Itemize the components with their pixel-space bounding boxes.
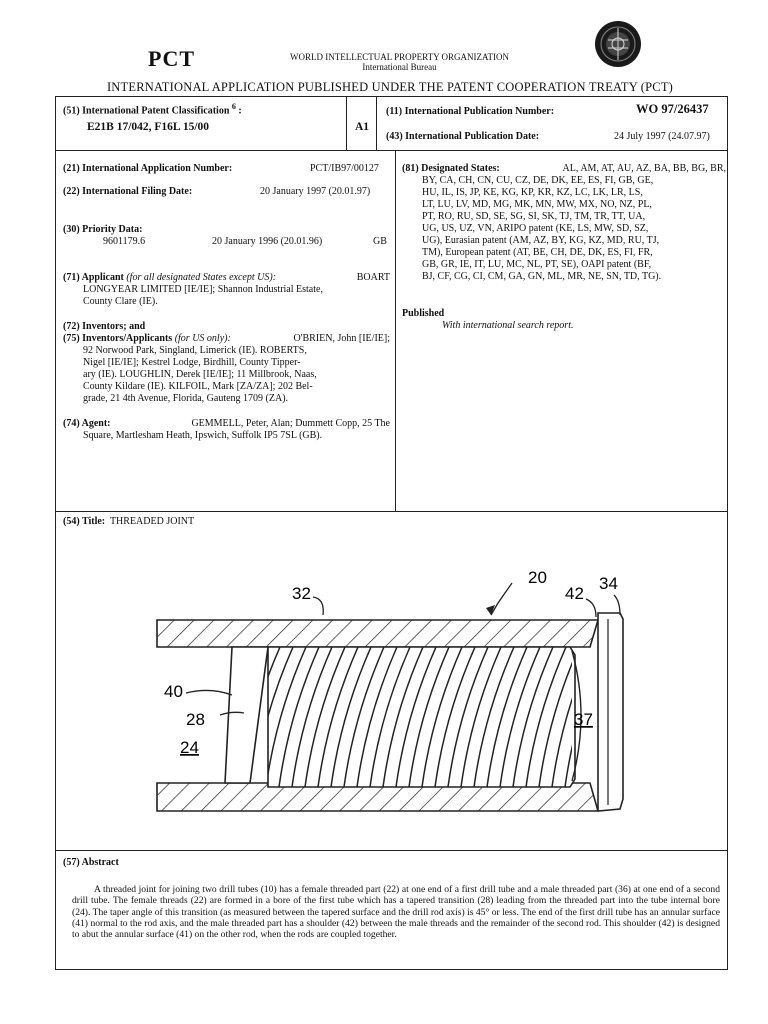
- designated-states-start: AL, AM, AT, AU, AZ, BA, BB, BG, BR,: [562, 163, 726, 174]
- filing-date-label: (22) International Filing Date:: [63, 186, 193, 197]
- agent-name-start: GEMMELL, Peter, Alan; Dummett Copp, 25 The: [191, 418, 390, 429]
- application-number-label: (21) International Application Number:: [63, 163, 233, 174]
- divider: [346, 96, 347, 150]
- designated-first-line: [402, 163, 726, 175]
- inventors-line: ary (IE). LOUGHLIN, Derek [IE/IE]; 11 Millbrook, Naas,: [83, 369, 317, 380]
- priority-country: GB: [373, 236, 387, 247]
- designated-line: HU, IL, IS, JP, KE, KG, KP, KR, KZ, LC, LK, LR, LS,: [422, 187, 643, 198]
- divider: [395, 150, 396, 511]
- applicant-line: County Clare (IE).: [83, 296, 158, 307]
- treaty-title: INTERNATIONAL APPLICATION PUBLISHED UNDER THE PATENT COOPERATION TREATY (PCT): [106, 80, 674, 94]
- publication-number-label: (11) International Publication Number:: [386, 106, 555, 117]
- designated-line: UG, US, UZ, VN, ARIPO patent (KE, LS, MW, SD, SZ,: [422, 223, 649, 234]
- priority-date: 20 January 1996 (20.01.96): [212, 236, 323, 247]
- divider: [376, 96, 377, 150]
- inventors-line: Nigel [IE/IE]; Kestrel Lodge, Birdhill, County Tipper-: [83, 357, 301, 368]
- applicant-name-start: BOART: [356, 272, 390, 283]
- designated-line: BJ, CF, CG, CI, CM, GA, GN, ML, MR, NE, SN, TD, TG).: [422, 271, 662, 282]
- title-label: (54) Title:: [63, 516, 106, 527]
- applicant-qualifier: (for all designated States except US):: [126, 272, 277, 283]
- agent-first-line: [63, 418, 390, 430]
- designated-line: LT, LU, LV, MD, MG, MK, MN, MW, MX, NO, NZ, PL,: [422, 199, 652, 210]
- application-number: PCT/IB97/00127: [310, 163, 379, 174]
- figure-label: 34: [599, 574, 618, 593]
- inventors-line: grade, 21 4th Avenue, Florida, Gauteng 1709 (ZA).: [83, 393, 289, 404]
- inventors-first-line: [63, 333, 390, 345]
- publication-date: 24 July 1997 (24.07.97): [614, 131, 710, 142]
- bureau-line: International Bureau: [362, 62, 437, 72]
- applicant-section: [63, 272, 390, 308]
- pct-heading: PCT: [148, 46, 195, 71]
- designated-line: GB, GR, IE, IT, LU, MC, NL, PT, SE), OAPI patent (BF,: [422, 259, 652, 270]
- published-label: Published: [402, 308, 445, 319]
- filing-date: 20 January 1997 (20.01.97): [260, 186, 371, 197]
- organization-line: WORLD INTELLECTUAL PROPERTY ORGANIZATION: [289, 52, 510, 62]
- designated-line: TM), European patent (AT, BE, CH, DE, DK, ES, FI, FR,: [422, 247, 653, 258]
- designated-line: PT, RO, RU, SD, SE, SG, SI, SK, TJ, TM, TR, TT, UA,: [422, 211, 646, 222]
- classification-value: E21B 17/042, F16L 15/00: [87, 121, 210, 133]
- publication-number: WO 97/26437: [636, 102, 709, 116]
- designated-line: UG), Eurasian patent (AM, AZ, BY, KG, KZ, MD, RU, TJ,: [422, 235, 660, 246]
- abstract-label: (57) Abstract: [63, 857, 119, 868]
- divider: [55, 511, 728, 512]
- inventors-name-start: O'BRIEN, John [IE/IE];: [293, 333, 390, 344]
- organization-name: [272, 52, 527, 72]
- invention-title: THREADED JOINT: [109, 516, 195, 527]
- publication-date-label: (43) International Publication Date:: [386, 131, 540, 142]
- threaded-joint-drawing: [120, 555, 680, 825]
- priority-label: (30) Priority Data:: [63, 224, 143, 235]
- designated-label: (81) Designated States:: [402, 163, 500, 174]
- figure-label: 28: [186, 710, 205, 729]
- figure-label: 40: [164, 682, 183, 701]
- figure-label: 20: [528, 568, 547, 587]
- aripo-seal-logo: [594, 20, 642, 68]
- tapered-transition: [225, 647, 268, 783]
- applicant-label: (71) Applicant: [63, 272, 124, 283]
- inventors-label: (72) Inventors; and: [63, 321, 146, 332]
- applicant-first-line: [63, 272, 390, 284]
- classification-colon: :: [238, 105, 242, 117]
- agent-label: (74) Agent:: [63, 418, 111, 429]
- kind-code: A1: [355, 121, 370, 133]
- inventors-qualifier: (for US only):: [174, 333, 231, 344]
- priority-number: 9601179.6: [103, 236, 146, 247]
- figure-label: 42: [565, 584, 584, 603]
- applicant-line: LONGYEAR LIMITED [IE/IE]; Shannon Industrial Estate,: [83, 284, 323, 295]
- classification-section: [63, 101, 242, 117]
- classification-edition: 6: [231, 102, 236, 111]
- divider: [55, 150, 728, 151]
- upper-tube-wall: [157, 620, 598, 647]
- designated-states-section: [402, 163, 726, 283]
- figure-label: 24: [180, 738, 199, 757]
- figure-label: 37: [574, 710, 593, 729]
- inventors-applicants-label: (75) Inventors/Applicants: [63, 333, 173, 344]
- agent-line: Square, Martlesham Heath, Ipswich, Suffolk IP5 7SL (GB).: [83, 430, 323, 441]
- figure-label: 32: [292, 584, 311, 603]
- classification-label: (51) International Patent Classification: [63, 105, 230, 117]
- inventors-line: 92 Norwood Park, Singland, Limerick (IE). ROBERTS,: [83, 345, 307, 356]
- inventors-line: County Kildare (IE). KILFOIL, Mark [ZA/ZA]; 202 Bel-: [83, 381, 313, 392]
- title-line: [63, 516, 194, 528]
- published-note: With international search report.: [442, 320, 574, 331]
- shoulder-ring: [598, 613, 623, 811]
- divider: [55, 850, 728, 851]
- abstract-text: A threaded joint for joining two drill tubes (10) has a female threaded part (22) at one end of a first drill tube and a male threaded part (36) at one end of a second drill tube. The female threads (22) are formed in a bore of the first tube which has a tapered transition (28) leading from the threaded part into the tube internal bore (24). The taper angle of this transition (as measured between the tapered surface and the drill rod axis) is 45° or less. The end of the first drill tube has an annular surface (41) normal to the rod axis, and the male threaded part has a shoulder (42) between the male threads and the remainder of the second rod. This shoulder (42) is designed to abut the annular surface (41) on the other rod, when the rods are coupled together.: [72, 884, 720, 941]
- designated-line: BY, CA, CH, CN, CU, CZ, DE, DK, EE, ES, FI, GB, GE,: [422, 175, 654, 186]
- agent-section: [63, 418, 390, 442]
- inventors-section: [63, 321, 390, 405]
